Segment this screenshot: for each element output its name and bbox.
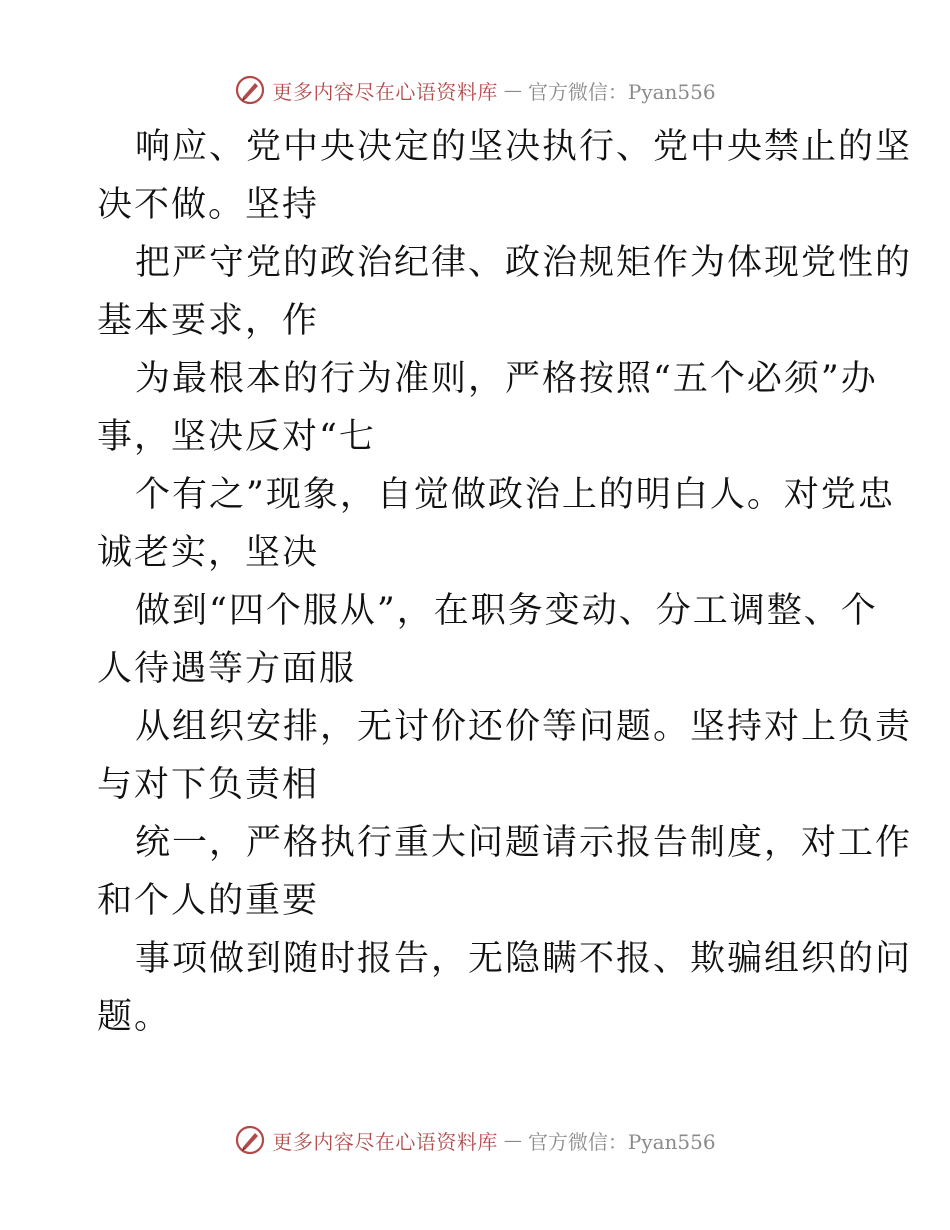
body-line: 从组织安排，无讨价还价等问题。坚持对上负责: [135, 707, 913, 747]
body-line: 人待遇等方面服: [97, 649, 357, 689]
body-line: 做到“四个服从”，在职务变动、分工调整、个: [135, 591, 878, 631]
body-line: 事项做到随时报告，无隐瞒不报、欺骗组织的问: [135, 939, 913, 979]
body-line: 和个人的重要: [97, 881, 320, 921]
pen-logo-icon: [234, 74, 266, 106]
body-line: 响应、党中央决定的坚决执行、党中央禁止的坚: [135, 127, 913, 167]
body-line: 把严守党的政治纪律、政治规矩作为体现党性的: [135, 243, 913, 283]
pen-logo-icon: [234, 1124, 266, 1156]
body-line: 个有之”现象，自觉做政治上的明白人。对党忠: [135, 475, 895, 515]
watermark-contact-text: 官方微信：Pyan556: [527, 79, 716, 104]
watermark-site-text: 更多内容尽在心语资料库: [272, 79, 498, 104]
body-line: 题。: [97, 997, 172, 1037]
body-line: 统一，严格执行重大问题请示报告制度，对工作: [135, 823, 913, 863]
body-line: 与对下负责相: [97, 765, 320, 805]
watermark-dash: —: [503, 1129, 522, 1151]
watermark-contact-text: 官方微信：Pyan556: [527, 1129, 716, 1154]
footer-watermark: [0, 1120, 950, 1160]
header-watermark: [0, 70, 950, 110]
document-body: [97, 118, 913, 1046]
body-line: 决不做。坚持: [97, 185, 320, 225]
watermark-site-text: 更多内容尽在心语资料库: [272, 1129, 498, 1154]
body-line: 诚老实，坚决: [97, 533, 320, 573]
body-line: 基本要求，作: [97, 301, 320, 341]
body-line: 为最根本的行为准则，严格按照“五个必须”办: [135, 359, 878, 399]
watermark-dash: —: [503, 79, 522, 101]
body-line: 事，坚决反对“七: [97, 417, 376, 457]
